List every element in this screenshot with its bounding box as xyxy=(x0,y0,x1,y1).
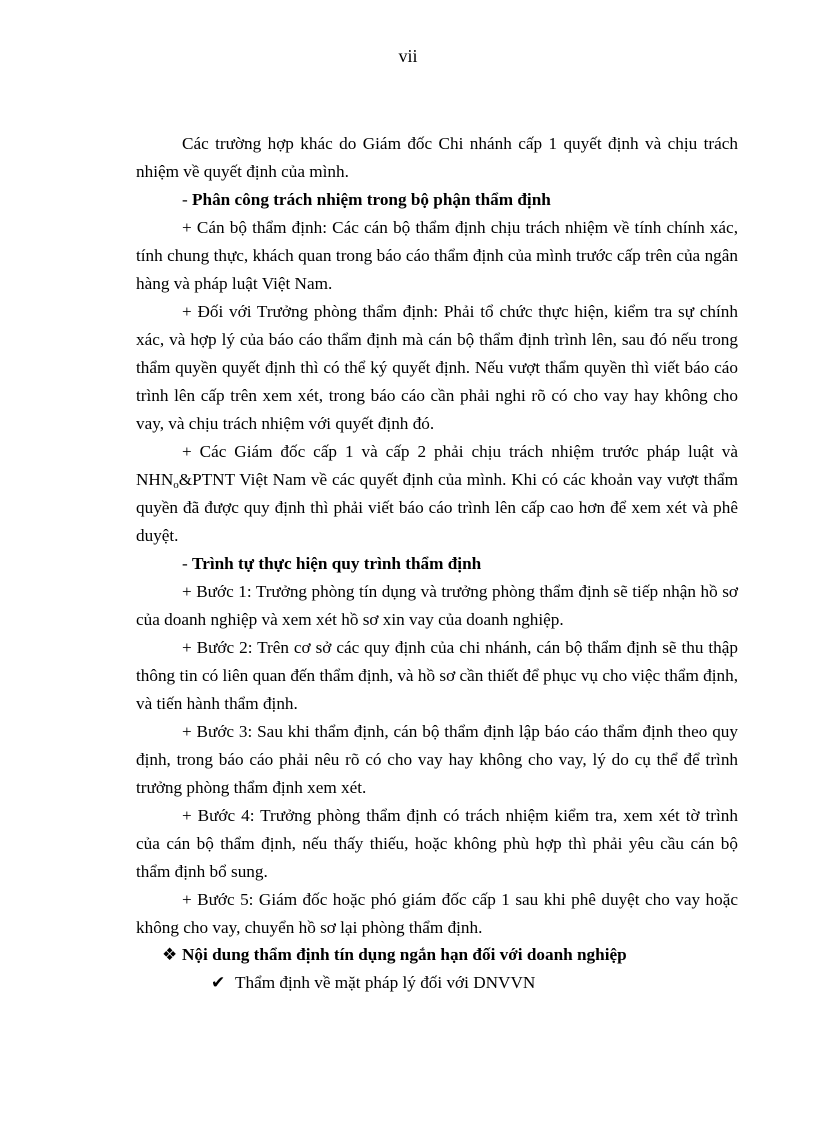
heading-text: Phân công trách nhiệm trong bộ phận thẩm định xyxy=(192,190,551,209)
paragraph-appraisal-officer: + Cán bộ thẩm định: Các cán bộ thẩm định chịu trách nhiệm về tính chính xác, tính chung thực, khách quan trong báo cáo thẩm định của mình trước cấp trên của ngân hàng và pháp luật Việt Nam. xyxy=(136,218,738,293)
paragraph-decision-responsibility: Các trường hợp khác do Giám đốc Chi nhánh cấp 1 quyết định và chịu trách nhiệm về quyết định của mình. xyxy=(136,134,738,181)
heading-appraisal-procedure xyxy=(136,550,738,578)
paragraph-step-5: + Bước 5: Giám đốc hoặc phó giám đốc cấp 1 sau khi phê duyệt cho vay hoặc không cho vay, chuyển hồ sơ lại phòng thẩm định. xyxy=(136,890,738,937)
paragraph-step-4: + Bước 4: Trưởng phòng thẩm định có trách nhiệm kiểm tra, xem xét tờ trình của cán bộ thẩm định, nếu thấy thiếu, hoặc không phù hợp thì phải yêu cầu cán bộ thẩm định bổ sung. xyxy=(136,806,738,881)
paragraph-head-of-appraisal: + Đối với Trưởng phòng thẩm định: Phải tổ chức thực hiện, kiểm tra sự chính xác, và hợp lý của báo cáo thẩm định mà cán bộ thẩm định trình lên, sau đó nếu trong thẩm quyền quyết định thì có thể ký quyết định. Nếu vượt thẩm quyền thì viết báo cáo trình lên cấp trên xem xét, trong báo cáo cần phải nghi rõ có cho vay hay không cho vay, và chịu trách nhiệm với quyết định đó. xyxy=(136,302,738,433)
paragraph-step-1: + Bước 1: Trưởng phòng tín dụng và trưởng phòng thẩm định sẽ tiếp nhận hồ sơ của doanh nghiệp và xem xét hồ sơ xin vay của doanh nghiệp. xyxy=(136,582,738,629)
subscript-o: o xyxy=(173,479,179,491)
subsection-heading xyxy=(211,969,731,997)
section-title: Nội dung thẩm định tín dụng ngắn hạn đối với doanh nghiệp xyxy=(182,945,627,964)
paragraph-directors-part-b: &PTNT Việt Nam về các quyết định của mình. Khi có các khoản vay vượt thẩm quyền đã được quy định thì phải viết báo cáo trình lên cấp cao hơn để xem xét và phê duyệt. xyxy=(136,470,738,545)
checkmark-icon: ✔ xyxy=(211,973,226,992)
diamond-bullet-icon: ❖ xyxy=(162,945,178,964)
heading-dash: - xyxy=(182,190,193,209)
subsection-title: Thẩm định về mặt pháp lý đối với DNVVN xyxy=(235,973,536,992)
document-body xyxy=(136,130,738,942)
paragraph-directors xyxy=(136,438,738,550)
heading-dash: - xyxy=(182,554,193,573)
heading-text: Trình tự thực hiện quy trình thẩm định xyxy=(192,554,482,573)
section-heading xyxy=(162,941,762,969)
heading-responsibility-assignment xyxy=(136,186,738,214)
paragraph-directors-part-a: + Các Giám đốc cấp 1 và cấp 2 phải chịu trách nhiệm trước pháp luật và NHN xyxy=(136,442,738,489)
paragraph-step-2: + Bước 2: Trên cơ sở các quy định của chi nhánh, cán bộ thẩm định sẽ thu thập thông tin có liên quan đến thẩm định, và hồ sơ cần thiết để phục vụ cho việc thẩm định, và tiến hành thẩm định. xyxy=(136,638,738,713)
page-number: vii xyxy=(398,46,418,66)
paragraph-step-3: + Bước 3: Sau khi thẩm định, cán bộ thẩm định lập báo cáo thẩm định theo quy định, trong báo cáo phải nêu rõ có cho vay hay không cho vay, lý do cụ thể để trình trưởng phòng thẩm định xem xét. xyxy=(136,722,738,797)
